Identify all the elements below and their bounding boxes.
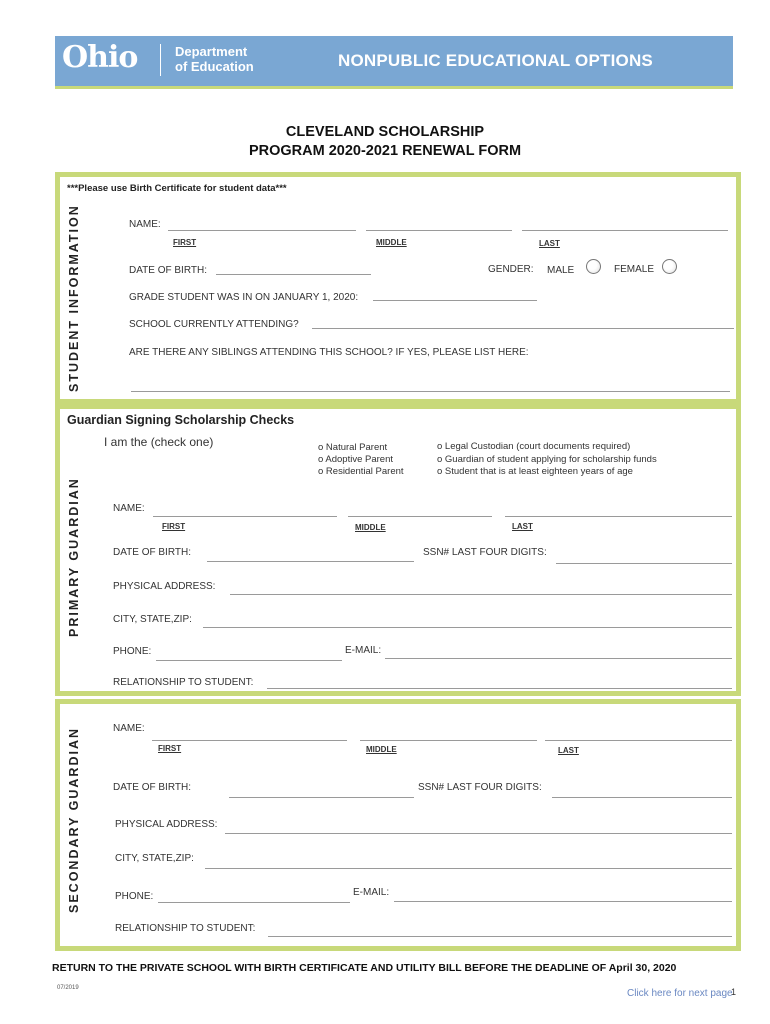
- secondary-email-label: E-MAIL:: [353, 887, 390, 898]
- primary-relationship-label: RELATIONSHIP TO STUDENT:: [113, 677, 254, 688]
- primary-first-caption: FIRST: [162, 522, 186, 531]
- secondary-phone-label: PHONE:: [115, 891, 154, 902]
- option-adoptive-parent[interactable]: o Adoptive Parent: [318, 454, 393, 465]
- secondary-middle-name-field[interactable]: [360, 740, 537, 741]
- form-title-line-2: PROGRAM 2020-2021 RENEWAL FORM: [248, 143, 522, 159]
- primary-dob-label: DATE OF BIRTH:: [113, 547, 191, 558]
- secondary-name-label: NAME:: [113, 723, 145, 734]
- student-last-name-field[interactable]: [522, 230, 728, 231]
- siblings-label: ARE THERE ANY SIBLINGS ATTENDING THIS SCHOOL? IF YES, PLEASE LIST HERE:: [129, 347, 529, 358]
- next-page-link[interactable]: Click here for next page: [627, 988, 733, 999]
- student-last-caption: LAST: [539, 239, 560, 248]
- male-radio[interactable]: [586, 259, 601, 274]
- student-dob-label: DATE OF BIRTH:: [129, 265, 207, 276]
- primary-phone-label: PHONE:: [113, 646, 152, 657]
- primary-ssn-field[interactable]: [556, 563, 732, 564]
- secondary-dob-field[interactable]: [229, 797, 414, 798]
- form-date-code: 07/2019: [57, 985, 79, 991]
- secondary-first-name-field[interactable]: [152, 740, 347, 741]
- option-natural-parent[interactable]: o Natural Parent: [318, 442, 388, 453]
- logo-divider: [160, 44, 161, 76]
- primary-ssn-label: SSN# LAST FOUR DIGITS:: [423, 547, 547, 558]
- banner-title: NONPUBLIC EDUCATIONAL OPTIONS: [338, 51, 653, 70]
- form-title-line-1: CLEVELAND SCHOLARSHIP: [285, 124, 485, 140]
- secondary-relationship-label: RELATIONSHIP TO STUDENT:: [115, 923, 256, 934]
- primary-address-field[interactable]: [230, 594, 732, 595]
- grade-field[interactable]: [373, 300, 537, 301]
- secondary-ssn-label: SSN# LAST FOUR DIGITS:: [418, 782, 542, 793]
- primary-last-name-field[interactable]: [505, 516, 732, 517]
- student-first-name-field[interactable]: [168, 230, 356, 231]
- student-first-caption: FIRST: [173, 238, 197, 247]
- student-name-label: NAME:: [129, 219, 161, 230]
- student-dob-field[interactable]: [216, 274, 371, 275]
- secondary-first-caption: FIRST: [158, 744, 182, 753]
- secondary-address-field[interactable]: [225, 833, 732, 834]
- secondary-email-field[interactable]: [394, 901, 732, 902]
- female-radio[interactable]: [662, 259, 677, 274]
- secondary-last-caption: LAST: [558, 746, 579, 755]
- primary-name-label: NAME:: [113, 503, 145, 514]
- primary-email-label: E-MAIL:: [345, 645, 382, 656]
- siblings-field[interactable]: [131, 391, 730, 392]
- secondary-middle-caption: MIDDLE: [366, 745, 397, 754]
- student-middle-caption: MIDDLE: [376, 238, 407, 247]
- primary-city-field[interactable]: [203, 627, 732, 628]
- school-field[interactable]: [312, 328, 734, 329]
- option-legal-custodian[interactable]: o Legal Custodian (court documents required): [437, 441, 631, 452]
- dept-line-1: Department: [175, 44, 248, 59]
- option-guardian-of-student[interactable]: o Guardian of student applying for scholarship funds: [437, 454, 657, 465]
- primary-first-name-field[interactable]: [153, 516, 337, 517]
- secondary-dob-label: DATE OF BIRTH:: [113, 782, 191, 793]
- primary-middle-name-field[interactable]: [348, 516, 492, 517]
- secondary-relationship-field[interactable]: [268, 936, 732, 937]
- primary-dob-field[interactable]: [207, 561, 414, 562]
- student-section: [55, 172, 741, 404]
- check-one-label: I am the (check one): [104, 435, 214, 449]
- primary-guardian-label: PRIMARY GUARDIAN: [67, 477, 81, 637]
- female-label: FEMALE: [614, 264, 655, 275]
- page-number: 1: [731, 987, 737, 997]
- grade-label: GRADE STUDENT WAS IN ON JANUARY 1, 2020:: [129, 292, 359, 303]
- student-middle-name-field[interactable]: [366, 230, 512, 231]
- primary-last-caption: LAST: [512, 522, 533, 531]
- guardian-heading: Guardian Signing Scholarship Checks: [67, 413, 295, 427]
- primary-relationship-field[interactable]: [267, 688, 732, 689]
- secondary-city-field[interactable]: [205, 868, 732, 869]
- primary-city-label: CITY, STATE,ZIP:: [113, 614, 192, 625]
- primary-email-field[interactable]: [385, 658, 732, 659]
- return-instructions: RETURN TO THE PRIVATE SCHOOL WITH BIRTH CERTIFICATE AND UTILITY BILL BEFORE THE DEADLINE OF April 30, 2020: [52, 962, 677, 974]
- primary-middle-caption: MIDDLE: [355, 523, 386, 532]
- option-residential-parent[interactable]: o Residential Parent: [318, 466, 404, 477]
- secondary-address-label: PHYSICAL ADDRESS:: [115, 819, 218, 830]
- option-student-eighteen[interactable]: o Student that is at least eighteen years of age: [437, 466, 633, 477]
- male-label: MALE: [547, 265, 575, 276]
- birth-certificate-note: ***Please use Birth Certificate for student data***: [67, 183, 287, 194]
- secondary-guardian-label: SECONDARY GUARDIAN: [67, 726, 81, 913]
- primary-address-label: PHYSICAL ADDRESS:: [113, 581, 216, 592]
- school-label: SCHOOL CURRENTLY ATTENDING?: [129, 319, 299, 330]
- secondary-ssn-field[interactable]: [552, 797, 732, 798]
- student-section-label: STUDENT INFORMATION: [67, 204, 81, 392]
- gender-label: GENDER:: [488, 264, 534, 275]
- secondary-last-name-field[interactable]: [545, 740, 732, 741]
- secondary-phone-field[interactable]: [158, 902, 350, 903]
- secondary-city-label: CITY, STATE,ZIP:: [115, 853, 194, 864]
- primary-phone-field[interactable]: [156, 660, 342, 661]
- ohio-logo: Ohio: [62, 40, 138, 75]
- dept-line-2: of Education: [175, 59, 254, 74]
